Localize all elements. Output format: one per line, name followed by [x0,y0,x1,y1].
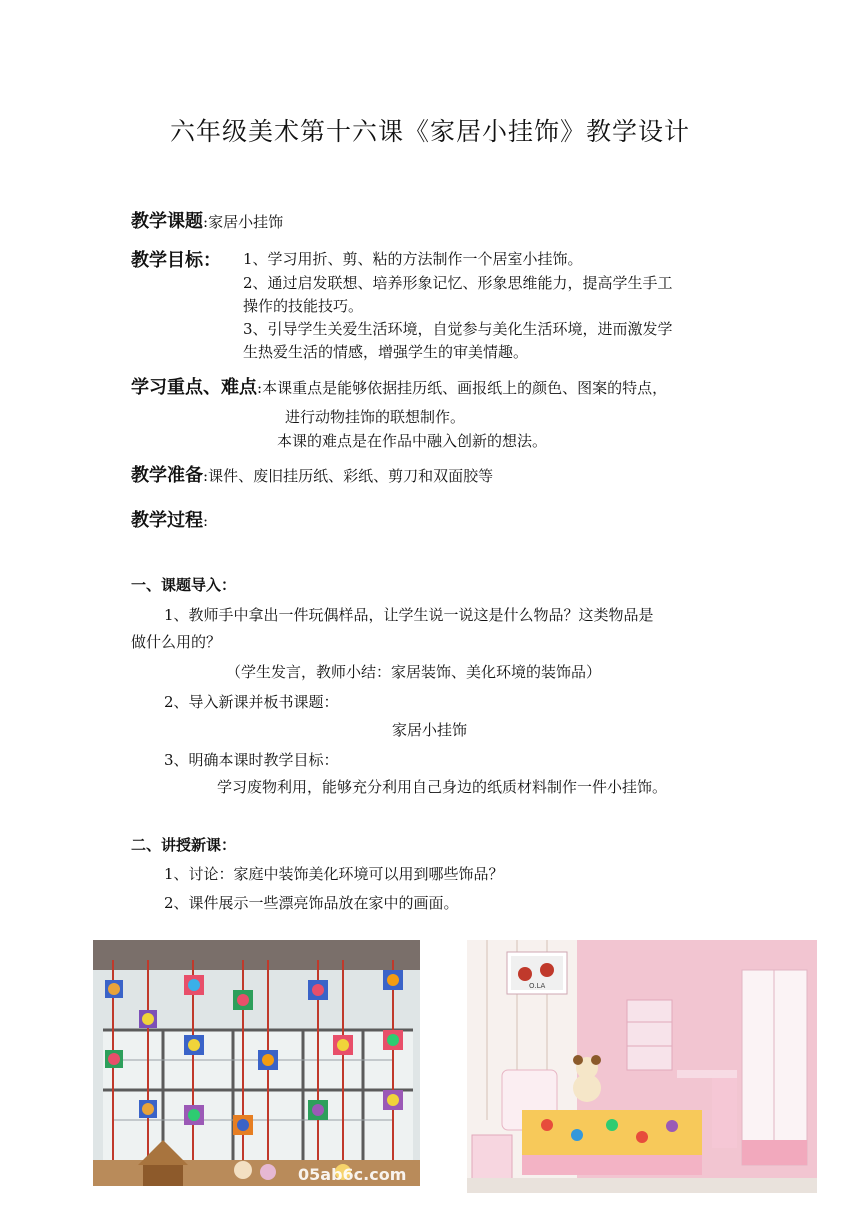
objective-line: 生热爱生活的情感，增强学生的审美情趣。 [243,343,529,361]
keypoints-colon: : [257,379,263,397]
topic-label: 教学课题 [131,211,203,232]
preparation-row [131,461,493,487]
section2-heading: 二、讲授新课： [131,836,237,854]
objective-line: 1、学习用折、剪、粘的方法制作一个居室小挂饰。 [243,250,583,268]
picture-sign-text: O.LA [529,982,546,990]
topic-row [131,207,283,233]
preparation-colon: : [203,467,209,485]
section1-line: 做什么用的？ [131,633,222,651]
keypoints-row [131,373,667,399]
preparation-value: 课件、废旧挂历纸、彩纸、剪刀和双面胶等 [208,467,494,485]
section1-line: 家居小挂饰 [392,721,468,739]
section1-line: 3、明确本课时教学目标： [164,751,339,769]
objectives-label: 教学目标： [131,250,221,271]
section2-line: 2、课件展示一些漂亮饰品放在家中的画面。 [164,894,459,912]
section1-line: 2、导入新课并板书课题： [164,693,339,711]
keypoints-line: 本课的难点是在作品中融入创新的想法。 [277,432,548,450]
page-title: 六年级美术第十六课《家居小挂饰》教学设计 [169,117,690,146]
keypoints-line: 进行动物挂饰的联想制作。 [285,408,466,426]
objective-line: 操作的技能技巧。 [243,297,364,315]
watermark-text: 05ab6c.com [298,1165,407,1184]
section2-line: 1、讨论：家庭中装饰美化环境可以用到哪些饰品？ [164,865,504,883]
topic-colon: : [203,213,209,231]
process-row [131,506,208,532]
classroom-ornaments-illustration [93,940,420,1186]
pink-bedroom-illustration [467,940,817,1193]
keypoints-label: 学习重点、难点 [131,377,257,398]
process-label: 教学过程 [131,510,203,531]
section1-line: 学习废物利用，能够充分利用自己身边的纸质材料制作一件小挂饰。 [217,778,668,796]
classroom-ornaments-photo [93,940,420,1186]
section1-line: （学生发言，教师小结：家居装饰、美化环境的装饰品） [226,663,602,681]
objective-line: 2、通过启发联想、培养形象记忆、形象思维能力，提高学生手工 [243,274,673,292]
keypoints-line: 本课重点是能够依据挂历纸、画报纸上的颜色、图案的特点， [262,379,668,397]
topic-value: 家居小挂饰 [208,213,284,231]
section1-heading: 一、课题导入： [131,576,237,594]
pink-bedroom-photo [467,940,817,1193]
objective-line: 3、引导学生关爱生活环境，自觉参与美化生活环境，进而激发学 [243,320,673,338]
process-colon: : [203,512,209,530]
preparation-label: 教学准备 [131,465,203,486]
section1-line: 1、教师手中拿出一件玩偶样品，让学生说一说这是什么物品？这类物品是 [164,606,654,624]
